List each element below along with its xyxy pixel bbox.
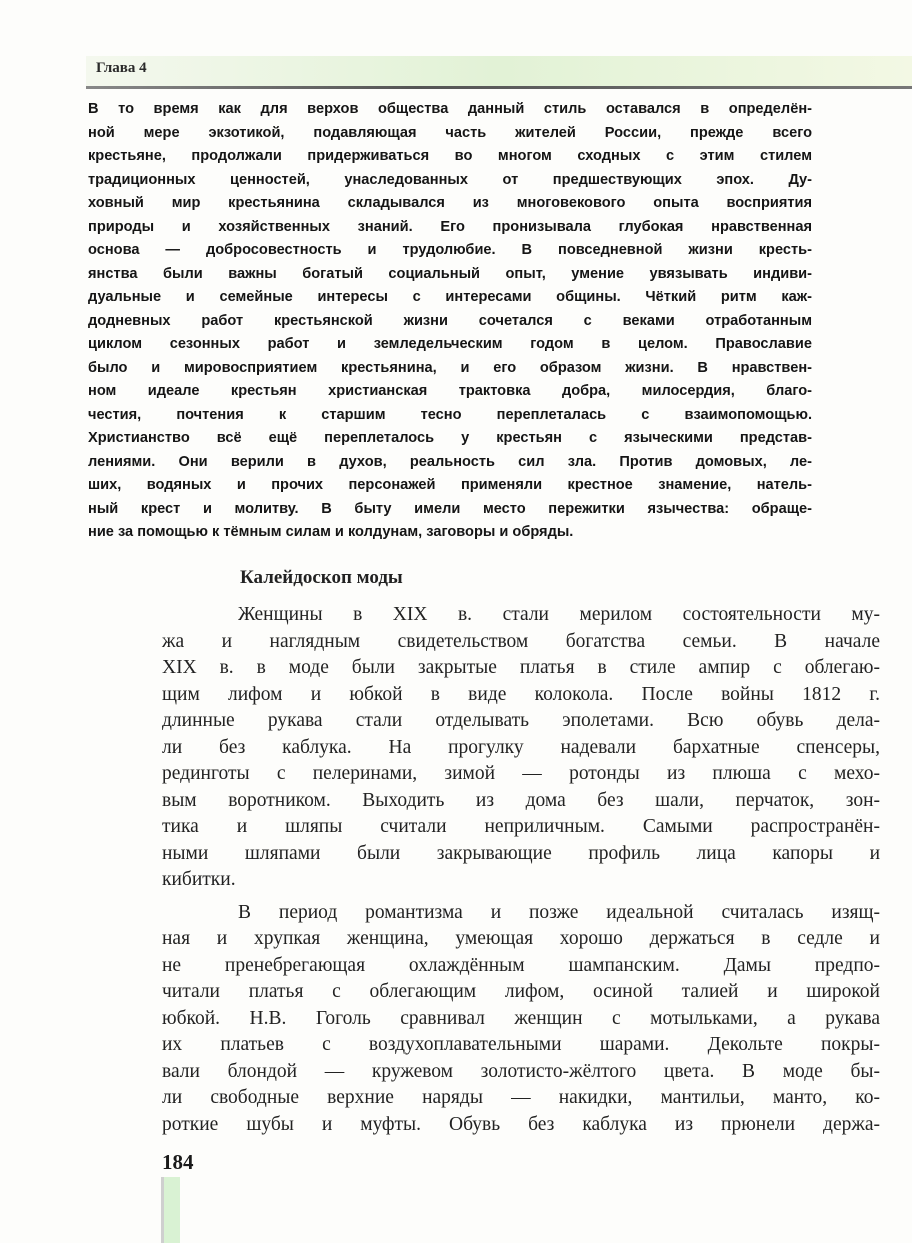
text-line: ная и хрупкая женщина, умеющая хорошо держаться в седле и	[162, 928, 880, 949]
text-line: циклом сезонных работ и земледельческим годом в целом. Православие	[88, 336, 812, 352]
section-body	[162, 602, 880, 1138]
text-line: В период романтизма и позже идеальной считалась изящ-	[238, 901, 880, 923]
text-line: вым воротником. Выходить из дома без шали, перчаток, зон-	[162, 789, 880, 811]
text-line: не пренебрегающая охлаждённым шампанским. Дамы предпо-	[162, 954, 880, 976]
text-line: жа и наглядным свидетельством богатства семьи. В начале	[162, 630, 880, 652]
text-line: крестьяне, продолжали придерживаться во многом сходных с этим стилем	[88, 148, 812, 164]
text-line: лениями. Они верили в духов, реальность сил зла. Против домовых, ле-	[88, 453, 812, 470]
chapter-header-bar	[86, 56, 912, 86]
text-line: янства были важны богатый социальный опыт, умение увязывать индиви-	[88, 265, 812, 282]
bold-text-block	[88, 98, 812, 545]
text-line: юбкой. Н.В. Гоголь сравнивал женщин с мотыльками, а рукава	[162, 1007, 880, 1029]
text-line: традиционных ценностей, унаследованных от предшествующих эпох. Ду-	[88, 171, 812, 188]
text-line: рединготы с пелеринами, зимой — ротонды из плюша с мехо-	[162, 763, 880, 784]
text-line: додневных работ крестьянской жизни сочетался с веками отработанным	[88, 312, 812, 329]
text-line: ние за помощью к тёмным силам и колдунам, заговоры и обряды.	[88, 524, 574, 540]
page-margin-bar	[161, 1177, 180, 1243]
text-line: было и мировосприятием крестьянина, и его образом жизни. В нравствен-	[88, 359, 812, 376]
text-line: Женщины в XIX в. стали мерилом состоятельности му-	[238, 604, 880, 625]
chapter-title: Глава 4	[96, 60, 147, 76]
text-line: дуальные и семейные интересы с интересами общины. Чёткий ритм каж-	[88, 289, 812, 305]
section-title: Калейдоскоп моды	[240, 567, 403, 588]
page-number: 184	[162, 1150, 194, 1174]
text-line: роткие шубы и муфты. Обувь без каблука из прюнели держа-	[162, 1113, 880, 1135]
text-line: ли свободные верхние наряды — накидки, мантильи, манто, ко-	[162, 1087, 880, 1108]
text-line: щим лифом и юбкой в виде колокола. После войны 1812 г.	[162, 683, 880, 705]
text-line: читали платья с облегающим лифом, осиной талией и широкой	[162, 981, 880, 1002]
text-line: кибитки.	[162, 869, 236, 890]
text-line: вали блондой — кружевом золотисто-жёлтого цвета. В моде бы-	[162, 1060, 880, 1082]
text-line: ной мере экзотикой, подавляющая часть жителей России, прежде всего	[88, 124, 812, 141]
text-line: природы и хозяйственных знаний. Его пронизывала глубокая нравственная	[88, 218, 812, 235]
text-line: XIX в. в моде были закрытые платья в стиле ампир с облегаю-	[162, 657, 880, 678]
text-line: ших, водяных и прочих персонажей применяли крестное знамение, натель-	[88, 477, 812, 493]
text-line: ный крест и молитву. В быту имели место пережитки язычества: обраще-	[88, 500, 812, 517]
text-line: тика и шляпы считали неприличным. Самыми распространён-	[162, 816, 880, 837]
text-line: основа — добросовестность и трудолюбие. В повседневной жизни кресть-	[88, 242, 812, 258]
text-line: длинные рукава стали отделывать эполетами. Всю обувь дела-	[162, 710, 880, 731]
header-rule	[86, 86, 912, 89]
text-line: ли без каблука. На прогулку надевали бархатные спенсеры,	[162, 736, 880, 758]
text-line: их платьев с воздухоплавательными шарами. Декольте покры-	[162, 1034, 880, 1055]
text-line: Христианство всё ещё переплеталось у крестьян с языческими представ-	[88, 430, 812, 446]
text-line: ными шляпами были закрывающие профиль лица капоры и	[162, 842, 880, 864]
text-line: В то время как для верхов общества данный стиль оставался в определён-	[88, 101, 812, 117]
text-line: ховный мир крестьянина складывался из многовекового опыта восприятия	[88, 195, 812, 211]
text-line: ном идеале крестьян христианская трактовка добра, милосердия, благо-	[88, 383, 812, 399]
text-line: честия, почтения к старшим тесно переплеталась с взаимопомощью.	[88, 406, 812, 423]
